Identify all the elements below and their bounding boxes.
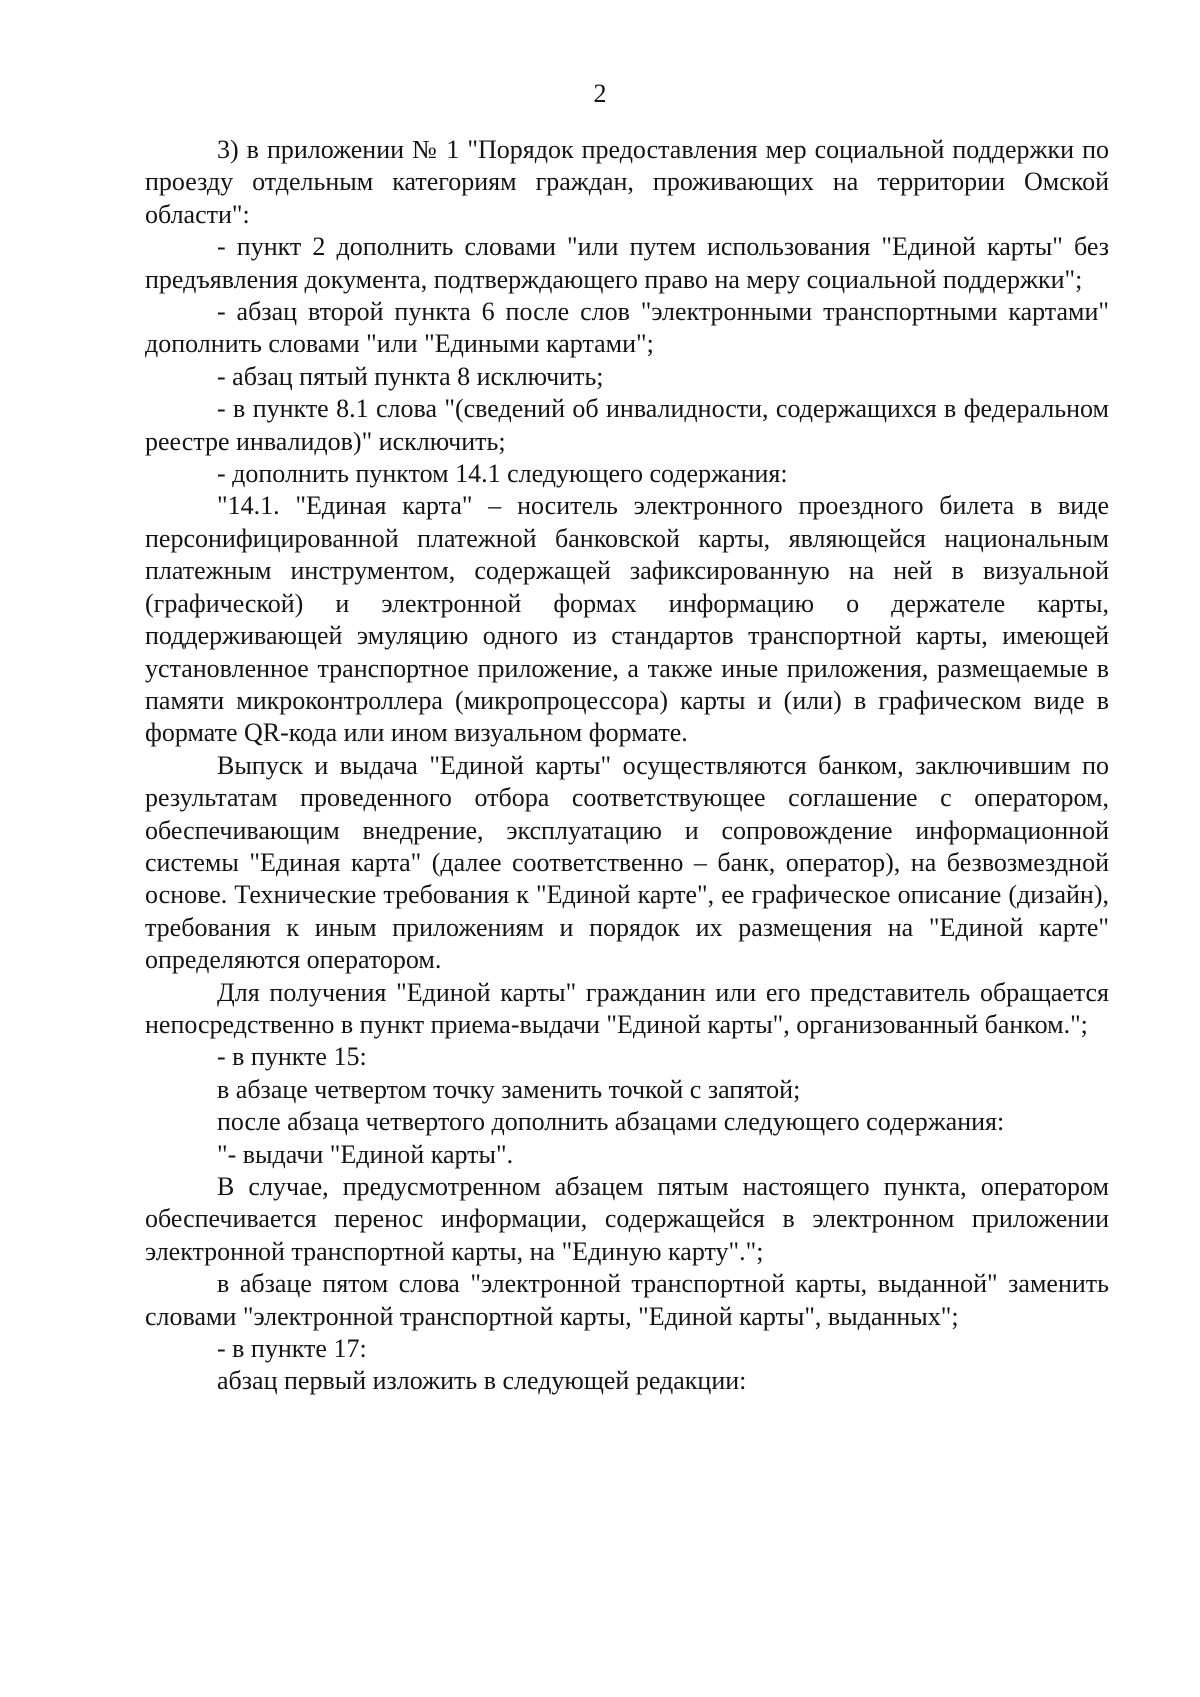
paragraph: "14.1. "Единая карта" – носитель электронного проездного билета в виде персонифицированной платежной банковской карты, являющейся национальным платежным инструментом, содержащей зафиксированную на ней в визуальной (графической) и электронной формах информацию о держателе карты, поддерживающей эмуляцию одного из стандартов транспортной карты, имеющей установленное транспортное приложение, а также иные приложения, размещаемые в памяти микроконтроллера (микропроцессора) карты и (или) в графическом виде в формате QR-кода или ином визуальном формате. bbox=[145, 491, 1109, 748]
paragraph: - абзац пятый пункта 8 исключить; bbox=[217, 361, 604, 391]
paragraph: в абзаце четвертом точку заменить точкой с запятой; bbox=[217, 1074, 801, 1104]
paragraph: абзац первый изложить в следующей редакции: bbox=[217, 1366, 747, 1396]
paragraph: - в пункте 15: bbox=[217, 1042, 367, 1072]
paragraph: Выпуск и выдача "Единой карты" осуществляются банком, заключившим по результатам проведенного отбора соответствующее соглашение с оператором, обеспечивающим внедрение, эксплуатацию и сопровождение информационной системы "Единая карта" (далее соответственно – банк, оператор), на безвозмездной основе. Технические требования к "Единой карте", ее графическое описание (дизайн), требования к иным приложениям и порядок их размещения на "Единой карте" определяются оператором. bbox=[145, 750, 1109, 975]
document-body bbox=[145, 134, 1109, 1398]
paragraph: - в пункте 17: bbox=[217, 1334, 367, 1364]
paragraph: Для получения "Единой карты" гражданин или его представитель обращается непосредственно в пункт приема-выдачи "Единой карты", организованный банком."; bbox=[145, 977, 1109, 1039]
paragraph: "- выдачи "Единой карты". bbox=[217, 1139, 514, 1169]
paragraph: в абзаце пятом слова "электронной транспортной карты, выданной" заменить словами "электронной транспортной карты, "Единой карты", выданных"; bbox=[145, 1269, 1109, 1331]
paragraph: 3) в приложении № 1 "Порядок предоставления мер социальной поддержки по проезду отдельным категориям граждан, проживающих на территории Омской области": bbox=[145, 135, 1109, 229]
paragraph: после абзаца четвертого дополнить абзацами следующего содержания: bbox=[217, 1107, 1005, 1137]
paragraph: - в пункте 8.1 слова "(сведений об инвалидности, содержащихся в федеральном реестре инвалидов)" исключить; bbox=[145, 394, 1109, 456]
paragraph: В случае, предусмотренном абзацем пятым настоящего пункта, оператором обеспечивается перенос информации, содержащейся в электронном приложении электронной транспортной карты, на "Единую карту"."; bbox=[145, 1172, 1109, 1266]
paragraph: - абзац второй пункта 6 после слов "электронными транспортными картами" дополнить словами "или "Едиными картами"; bbox=[145, 297, 1109, 359]
paragraph: - пункт 2 дополнить словами "или путем использования "Единой карты" без предъявления документа, подтверждающего право на меру социальной поддержки"; bbox=[145, 232, 1109, 294]
page-number: 2 bbox=[593, 79, 607, 108]
paragraph: - дополнить пунктом 14.1 следующего содержания: bbox=[217, 459, 788, 489]
